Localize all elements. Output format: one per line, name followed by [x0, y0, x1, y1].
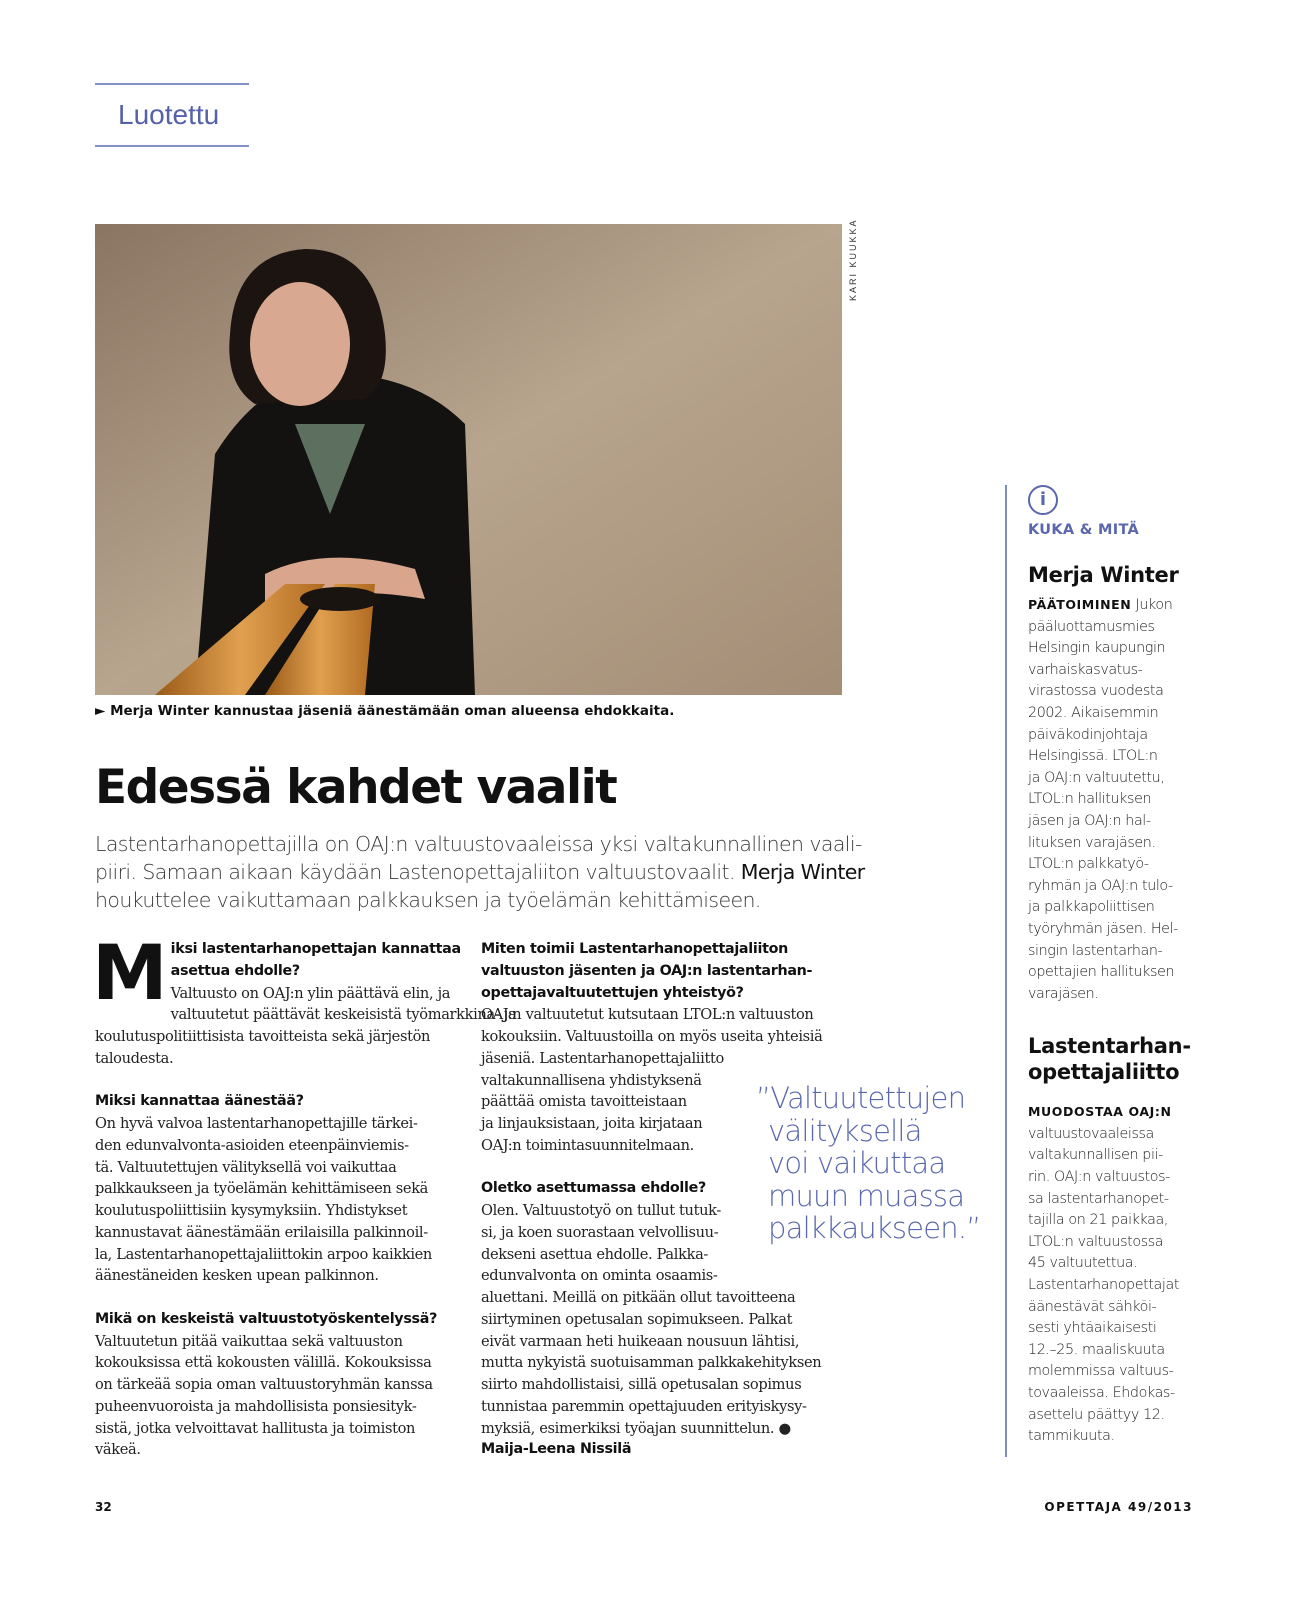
sidebar-body — [1028, 594, 1208, 1005]
photo-credit-text: KARI KUUKKA — [848, 218, 858, 301]
pull-quote-line: palkkaukseen.” — [768, 1211, 981, 1245]
sidebar-line: 2002. Aikaisemmin — [1028, 704, 1159, 721]
portrait-photo — [95, 224, 842, 695]
answer-line: taloudesta. — [95, 1049, 174, 1067]
answer-line: aluettani. Meillä on pitkään ollut tavoitteena — [481, 1289, 796, 1306]
sidebar-title — [1028, 562, 1208, 588]
sidebar-line: päiväkodinjohtaja — [1028, 726, 1148, 743]
answer-line: den edunvalvonta-asioiden eteenpäinviemis- — [95, 1136, 409, 1154]
pull-quote — [756, 1082, 980, 1245]
answer-line: eivät varmaan heti huikeaan nousuun lähtisi, — [481, 1332, 800, 1350]
answer-line: koulutuspoliittisiin kysymyksiin. Yhdistykset — [95, 1202, 408, 1219]
sidebar-title — [1028, 1033, 1208, 1085]
answer-line: myksiä, esimerkiksi työajan suunnittelun. ● — [481, 1419, 791, 1437]
answer-line: Olen. Valtuustotyö on tullut tutuk- — [481, 1202, 721, 1219]
caption-text: Merja Winter kannustaa jäseniä äänestämään oman alueensa ehdokkaita. — [110, 703, 675, 719]
spacer — [95, 1287, 465, 1309]
sidebar-line: 12.–25. maaliskuuta — [1028, 1341, 1165, 1358]
pull-quote-line: muun muassa — [768, 1178, 965, 1213]
sidebar-line: singin lastentarhan- — [1028, 942, 1163, 959]
answer-line: kannustavat äänestämään erilaisilla palkinnoil- — [95, 1223, 428, 1241]
sidebar-line: jäsen ja OAJ:n hal- — [1028, 812, 1151, 829]
sidebar-label: MUODOSTAA OAJ:N — [1028, 1104, 1172, 1120]
lead-line: Lastentarhanopettajilla on OAJ:n valtuustovaaleissa yksi valtakunnallinen vaali- — [95, 832, 862, 856]
answer-line: tunnistaa paremmin opettajuuden erityiskysy- — [481, 1397, 807, 1415]
info-sidebar — [1028, 485, 1208, 1448]
qa-block — [95, 1091, 465, 1287]
qa-block — [95, 1309, 465, 1461]
pull-quote-line: ”Valtuutettujen — [756, 1081, 966, 1115]
sidebar-line: LTOL:n palkkatyö- — [1028, 856, 1149, 873]
lead-bold-name: Merja Winter — [740, 860, 865, 884]
answer-line: palkkaukseen ja työelämän kehittämiseen sekä — [95, 1180, 429, 1198]
spacer — [95, 1070, 465, 1092]
answer-line: on tärkeää sopia oman valtuustoryhmän kanssa — [95, 1376, 433, 1393]
answer-line: valtakunnallisena yhdistyksenä — [481, 1071, 702, 1089]
photo-caption — [95, 703, 674, 719]
question-line: asettua ehdolle? — [170, 962, 300, 979]
answer-line: siirto mahdollistaisi, sillä opetusalan sopimus — [481, 1376, 802, 1393]
lead-line: houkuttelee vaikuttamaan palkkauksen ja työelämän kehittämiseen. — [95, 888, 761, 912]
sidebar-line: pääluottamusmies — [1028, 618, 1155, 635]
article-column-1 — [92, 928, 517, 1461]
sidebar-line: valtuustovaaleissa — [1028, 1125, 1154, 1142]
sidebar-title-line: Lastentarhan- — [1028, 1034, 1191, 1059]
answer-line: koulutuspolitiittisista tavoitteista sekä järjestön — [95, 1028, 431, 1045]
sidebar-rule — [1005, 485, 1007, 1457]
sidebar-line: ja OAJ:n valtuutettu, — [1028, 769, 1165, 786]
sidebar-line: Helsingissä. LTOL:n — [1028, 748, 1158, 765]
answer-line: la, Lastentarhanopettajaliittokin arpoo kaikkien — [95, 1245, 432, 1263]
lead-paragraph — [95, 830, 875, 914]
magazine-issue: OPETTAJA 49/2013 — [1044, 1500, 1193, 1514]
page-number: 32 — [95, 1500, 112, 1514]
sidebar-body — [1028, 1101, 1208, 1448]
answer-line: edunvalvonta on ominta osaamis- — [481, 1267, 718, 1285]
sidebar-kicker: KUKA & MITÄ — [1028, 522, 1140, 538]
answer-line: ja linjauksistaan, joita kirjataan — [481, 1115, 703, 1132]
sidebar-line: tovaaleissa. Ehdokas- — [1028, 1385, 1175, 1401]
photo-credit — [846, 218, 862, 305]
pull-quote-line: voi vaikuttaa — [768, 1146, 946, 1180]
triangle-right-icon: ► — [95, 703, 106, 719]
lead-line: piiri. Samaan aikaan käydään Lastenopettajaliiton valtuustovaalit. — [95, 860, 735, 884]
answer-line: OAJ:n toimintasuunnitelmaan. — [481, 1136, 694, 1154]
sidebar-line: Lastentarhanopettajat — [1028, 1277, 1180, 1294]
answer-line: päättää omista tavoitteistaan — [481, 1093, 687, 1111]
answer-line: dekseni asettua ehdolle. Palkka- — [481, 1245, 709, 1263]
question-line: Oletko asettumassa ehdolle? — [481, 1180, 707, 1197]
sidebar-line: virastossa vuodesta — [1028, 683, 1164, 700]
sidebar-line: valtakunnallisen pii- — [1028, 1147, 1163, 1164]
sidebar-line: varajäsen. — [1028, 985, 1099, 1002]
answer-line: mutta nykyistä suotuisamman palkkakehityksen — [481, 1354, 822, 1372]
answer-line: väkeä. — [95, 1441, 141, 1459]
sidebar-line: tajilla on 21 paikkaa, — [1028, 1212, 1169, 1229]
answer-line: Valtuutetun pitää vaikuttaa sekä valtuuston — [95, 1332, 403, 1350]
answer-line: kokouksiin. Valtuustoilla on myös useita yhteisiä — [481, 1028, 823, 1045]
sidebar-title-line: opettajaliitto — [1028, 1060, 1180, 1085]
answer-line: siirtyminen opetusalan sopimukseen. Palkat — [481, 1310, 793, 1328]
sidebar-line — [1028, 1101, 1208, 1124]
question-line: Mikä on keskeistä valtuustotyöskentelyssä? — [95, 1310, 438, 1327]
sidebar-label: PÄÄTOIMINEN — [1028, 597, 1132, 612]
answer-line: Valtuusto on OAJ:n ylin päättävä elin, ja — [170, 984, 451, 1002]
sidebar-text: Jukon — [1135, 597, 1173, 613]
sidebar-line: 45 valtuutettua. — [1028, 1255, 1138, 1272]
sidebar-line: äänestävät sähköi- — [1028, 1298, 1157, 1315]
sidebar-line: ja palkkapoliittisen — [1028, 899, 1155, 916]
question-line: Miksi kannattaa äänestää? — [95, 1093, 304, 1110]
sidebar-line — [1028, 594, 1208, 617]
sidebar-title-line: Merja Winter — [1028, 563, 1179, 587]
answer-line: jäseniä. Lastentarhanopettajaliitto — [481, 1049, 724, 1067]
sidebar-line: lituksen varajäsen. — [1028, 834, 1156, 851]
drop-cap: M — [92, 928, 165, 1017]
answer-line: puheenvuoroista ja mahdollisista ponsiesityk- — [95, 1397, 417, 1415]
sidebar-line: sesti yhtäaikaisesti — [1028, 1320, 1157, 1337]
headline: Edessä kahdet vaalit — [95, 760, 617, 815]
answer-line: si, ja koen suorastaan velvollisuu- — [481, 1223, 719, 1241]
answer-line: sistä, jotka velvoittavat hallitusta ja toimiston — [95, 1419, 416, 1437]
sidebar-line: Helsingin kaupungin — [1028, 640, 1166, 657]
section-label: Luotettu — [95, 83, 249, 147]
info-icon: i — [1028, 485, 1058, 515]
sidebar-line: ryhmän ja OAJ:n tulo- — [1028, 877, 1173, 894]
sidebar-line: LTOL:n valtuustossa — [1028, 1233, 1164, 1250]
answer-line: valtuutetut päättävät keskeisistä työmarkkina- ja — [170, 1006, 517, 1024]
sidebar-line: työryhmän jäsen. Hel- — [1028, 920, 1178, 937]
question-line: iksi lastentarhanopettajan kannattaa — [170, 941, 461, 957]
sidebar-line: rin. OAJ:n valtuustos- — [1028, 1169, 1170, 1186]
sidebar-line: LTOL:n hallituksen — [1028, 791, 1152, 808]
sidebar-line: tammikuuta. — [1028, 1428, 1115, 1445]
question-line: Miten toimii Lastentarhanopettajaliiton — [481, 941, 789, 957]
sidebar-line: varhaiskasvatus- — [1028, 661, 1143, 678]
question-line: valtuuston jäsenten ja OAJ:n lastentarhan- — [481, 962, 813, 979]
answer-line: On hyvä valvoa lastentarhanopettajille tärkei- — [95, 1115, 418, 1132]
pull-quote-line: välityksellä — [768, 1113, 922, 1148]
answer-line: OAJ:n valtuutetut kutsutaan LTOL:n valtuuston — [481, 1006, 814, 1024]
question-line: opettajavaltuutettujen yhteistyö? — [481, 984, 744, 1001]
qa-block — [92, 928, 517, 1070]
answer-line: kokouksissa että kokousten välillä. Kokouksissa — [95, 1354, 432, 1372]
sidebar-line: molemmissa valtuus- — [1028, 1363, 1174, 1380]
sidebar-line: sa lastentarhanopet- — [1028, 1190, 1169, 1207]
sidebar-line: opettajien hallituksen — [1028, 964, 1175, 981]
author-name: Maija-Leena Nissilä — [481, 1441, 632, 1458]
sidebar-line: asettelu päättyy 12. — [1028, 1406, 1165, 1423]
answer-line: äänestäneiden kesken upean palkinnon. — [95, 1267, 379, 1285]
answer-line: tä. Valtuutettujen välityksellä voi vaikuttaa — [95, 1158, 397, 1176]
